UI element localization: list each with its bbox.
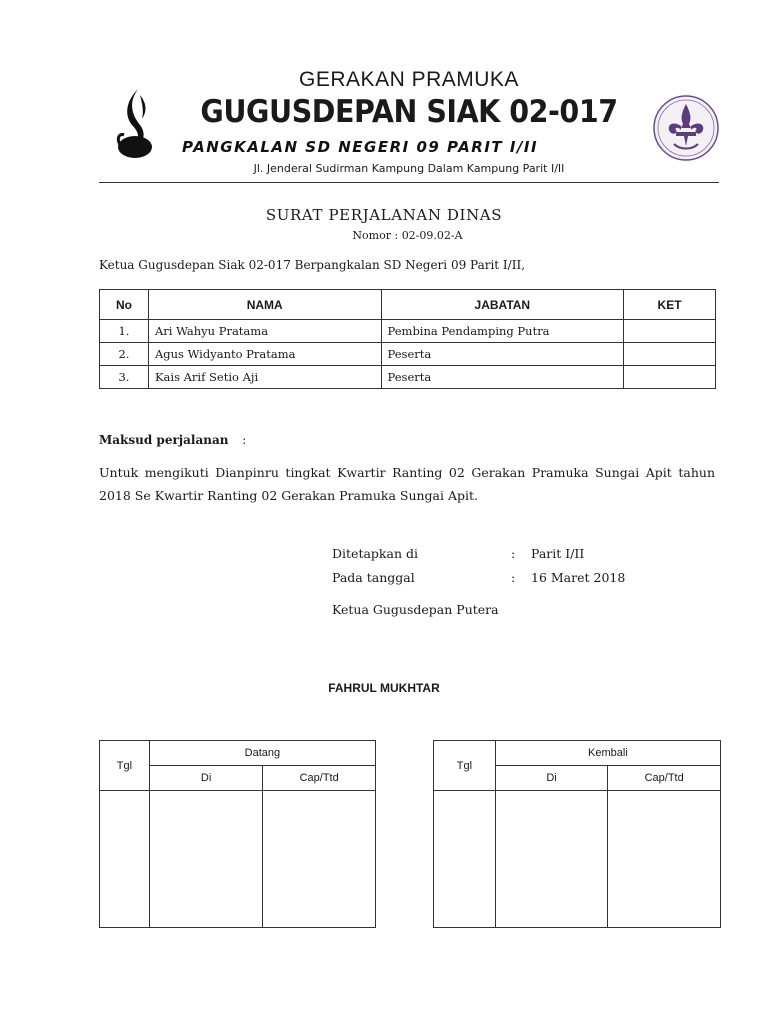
purpose-label: Maksud perjalanan	[99, 433, 229, 447]
return-table	[433, 740, 721, 928]
return-cell-stamp	[608, 791, 721, 928]
table-header-row	[100, 290, 716, 320]
signer-position: Ketua Gugusdepan Putera	[332, 602, 499, 617]
cell-jabatan: Pembina Pendamping Putra	[381, 320, 624, 343]
table-row	[100, 343, 716, 366]
date-value: 16 Maret 2018	[531, 570, 626, 585]
letter-number-label: Nomor :	[352, 229, 399, 242]
cell-no: 2.	[100, 343, 149, 366]
place-colon: :	[511, 546, 516, 561]
cell-ket	[624, 366, 716, 389]
return-cell-place	[495, 791, 608, 928]
address: Jl. Jenderal Sudirman Kampung Dalam Kampung Parit I/II	[253, 162, 565, 175]
letter-title: SURAT PERJALANAN DINAS	[265, 206, 503, 224]
arrival-table	[99, 740, 376, 928]
col-header-nama: NAMA	[148, 290, 381, 320]
cell-jabatan: Peserta	[381, 366, 624, 389]
arrival-col-date: Tgl	[100, 741, 150, 791]
purpose-colon: :	[242, 433, 247, 447]
table-row	[100, 366, 716, 389]
letter-number	[0, 229, 768, 242]
return-col-place: Di	[495, 766, 608, 791]
return-col-date: Tgl	[434, 741, 496, 791]
cell-ket	[624, 320, 716, 343]
date-colon: :	[511, 570, 516, 585]
purpose-heading	[99, 433, 246, 447]
arrival-cell-date	[100, 791, 150, 928]
cell-jabatan: Peserta	[381, 343, 624, 366]
place-value: Parit I/II	[531, 546, 585, 561]
purpose-text: Untuk mengikuti Dianpinru tingkat Kwartir Ranting 02 Gerakan Pramuka Sungai Apit tahun 2018 Se Kwartir Ranting 02 Gerakan Pramuka Sungai Apit.	[99, 465, 715, 503]
return-cell-date	[434, 791, 496, 928]
col-header-jabatan: JABATAN	[381, 290, 624, 320]
base-name: PANGKALAN SD NEGERI 09 PARIT I/II	[182, 138, 539, 156]
col-header-no: No	[100, 290, 149, 320]
intro-text: Ketua Gugusdepan Siak 02-017 Berpangkalan SD Negeri 09 Parit I/II,	[99, 258, 526, 272]
signer-name: FAHRUL MUKHTAR	[328, 681, 440, 695]
arrival-cell-place	[149, 791, 263, 928]
place-label: Ditetapkan di	[332, 546, 418, 561]
arrival-col-place: Di	[149, 766, 263, 791]
cell-no: 3.	[100, 366, 149, 389]
unit-name: GUGUSDEPAN SIAK 02-017	[200, 94, 618, 130]
header-divider	[99, 182, 719, 183]
arrival-group-header: Datang	[149, 741, 375, 766]
return-group-header: Kembali	[495, 741, 720, 766]
letter-number-value: 02-09.02-A	[401, 229, 463, 242]
cell-nama: Ari Wahyu Pratama	[148, 320, 381, 343]
table-row	[100, 320, 716, 343]
col-header-ket: KET	[624, 290, 716, 320]
date-label: Pada tanggal	[332, 570, 415, 585]
cell-ket	[624, 343, 716, 366]
arrival-cell-stamp	[263, 791, 376, 928]
return-col-stamp: Cap/Ttd	[608, 766, 721, 791]
cell-no: 1.	[100, 320, 149, 343]
cell-nama: Agus Widyanto Pratama	[148, 343, 381, 366]
organization-name: GERAKAN PRAMUKA	[299, 68, 519, 91]
members-table	[99, 289, 716, 389]
cell-nama: Kais Arif Setio Aji	[148, 366, 381, 389]
arrival-col-stamp: Cap/Ttd	[263, 766, 376, 791]
